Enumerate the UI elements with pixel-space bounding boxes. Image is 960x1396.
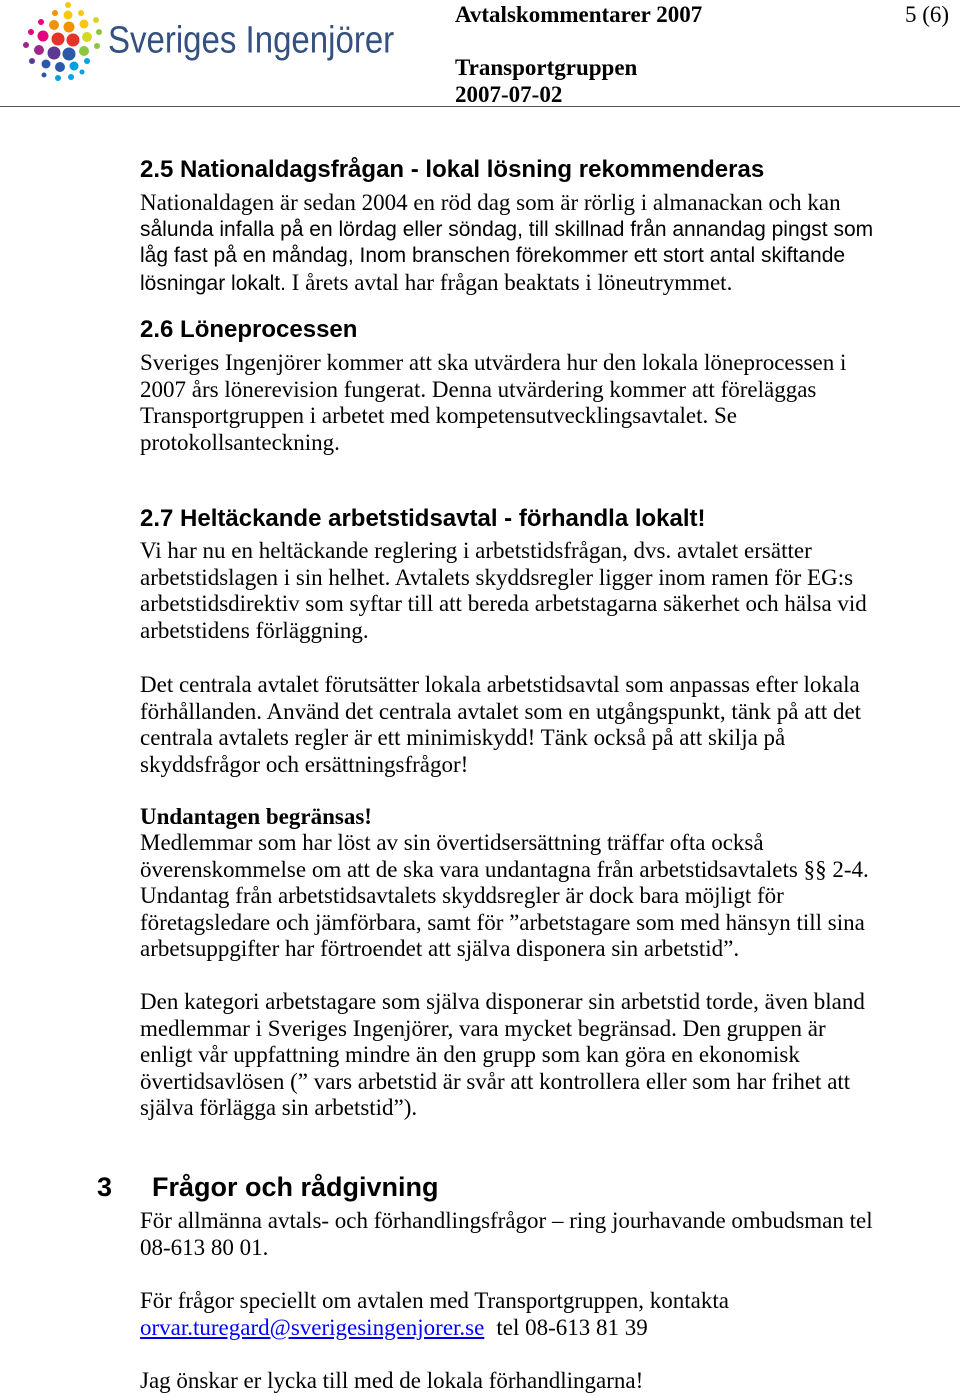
text-line: Undantag från arbetstidsavtalets skyddsregler är dock bara möjligt för xyxy=(140,883,784,908)
logo-dot xyxy=(38,31,49,42)
logo-dot xyxy=(34,45,44,55)
logo-dot xyxy=(23,42,29,48)
logo-dot xyxy=(55,62,65,72)
logo-dot xyxy=(64,22,75,33)
text-line: medlemmar i Sveriges Ingenjörer, vara mycket begränsad. Den gruppen är xyxy=(140,1015,826,1041)
logo-dot xyxy=(55,75,61,81)
section-heading-2-7: 2.7 Heltäckande arbetstidsavtal - förhandla lokalt! xyxy=(140,505,706,532)
paragraph-3-1 xyxy=(140,1208,873,1261)
logo-mark xyxy=(6,0,106,84)
paragraph-2-5 xyxy=(140,190,873,296)
text-line: sålunda infalla på en lördag eller söndag, till skillnad från annandag pingst som xyxy=(140,217,874,241)
section-heading-3: Frågor och rådgivning xyxy=(152,1172,439,1202)
page-number: 5 (6) xyxy=(905,2,950,27)
logo-dot xyxy=(84,58,90,64)
text-line: arbetsuppgifter har förtroendet att själva disponera sin arbetstid”. xyxy=(140,936,740,961)
section-number-3: 3 xyxy=(97,1172,113,1202)
paragraph-2-7-3 xyxy=(140,830,869,963)
logo-dot xyxy=(42,60,51,69)
text-line: 2007 års lönerevision fungerat. Denna utvärdering kommer att föreläggas xyxy=(140,376,817,402)
logo-dot xyxy=(42,73,47,78)
logo-dot xyxy=(68,74,74,80)
logo-dot xyxy=(52,33,65,46)
text-line: Den kategori arbetstagare som själva disponerar sin arbetstid torde, även bland xyxy=(140,989,865,1014)
closing-text: Jag önskar er lycka till med de lokala förhandlingarna! xyxy=(140,1368,644,1393)
logo-dot xyxy=(79,46,89,56)
logo-dot xyxy=(70,62,79,71)
text-line: Vi har nu en heltäckande reglering i arbetstidsfrågan, dvs. avtalet ersätter xyxy=(140,538,812,563)
logo-dot xyxy=(65,2,71,8)
group-name: Transportgruppen xyxy=(455,55,638,80)
logo-dot xyxy=(29,58,35,64)
logo-dot xyxy=(93,17,99,23)
logo-dot xyxy=(96,29,102,35)
phone-number: tel 08-613 81 39 xyxy=(496,1314,648,1340)
text-line: 08-613 80 01. xyxy=(140,1234,269,1260)
text-line: centrala avtalets regler är ett minimiskydd! Tänk också på att skilja på xyxy=(140,725,786,750)
text-line: protokollsanteckning. xyxy=(140,429,340,455)
logo-dot xyxy=(82,32,92,42)
document-title: Avtalskommentarer 2007 xyxy=(455,2,703,27)
logo-dot xyxy=(80,20,89,29)
text-line: skyddsfrågor och ersättningsfrågor! xyxy=(140,751,469,777)
paragraph-2-7-4 xyxy=(140,989,865,1122)
text-segment: I årets avtal har frågan beaktats i löneutrymmet. xyxy=(291,269,733,295)
logo-dot xyxy=(63,48,76,61)
text-line: övertidsavlösen (” vars arbetstid är svår att kontrollera eller som har frihet att xyxy=(140,1068,851,1094)
email-link[interactable]: orvar.turegard@sverigesingenjorer.se xyxy=(140,1314,485,1340)
text-line: Sveriges Ingenjörer kommer att ska utvärdera hur den lokala löneprocessen i xyxy=(140,350,847,375)
text-line: förhållanden. Använd det centrala avtalet som en utgångspunkt, tänk på att det xyxy=(140,698,862,724)
paragraph-2-7-1 xyxy=(140,538,867,644)
paragraph-2-7-2 xyxy=(140,672,861,778)
logo-dot xyxy=(64,11,73,20)
text-line: För allmänna avtals- och förhandlingsfrågor – ring jourhavande ombudsman tel xyxy=(140,1208,873,1233)
logo-dot xyxy=(94,43,100,49)
text-line: arbetstidslagen i sin helhet. Avtalets skyddsregler ligger inom ramen för EG:s xyxy=(140,564,854,590)
logo-dot xyxy=(38,19,44,25)
logo-dot xyxy=(67,34,80,47)
logo-dot xyxy=(48,47,61,60)
text-line: arbetstidens förläggning. xyxy=(140,617,369,643)
section-heading-2-5: 2.5 Nationaldagsfrågan - lokal lösning rekommenderas xyxy=(140,156,765,183)
text-line: själva förlägga sin arbetstid”). xyxy=(140,1095,418,1120)
paragraph-3-2 xyxy=(140,1288,729,1341)
text-line: arbetstidsdirektiv som syftar till att bereda arbetstagarna säkerhet och hälsa vid xyxy=(140,591,867,616)
document-date: 2007-07-02 xyxy=(455,82,563,107)
section-heading-2-6: 2.6 Löneprocessen xyxy=(140,316,358,343)
text-line: företagsledare och jämförbara, samt för ”arbetstagare som med hänsyn till sina xyxy=(140,909,865,935)
text-line: Medlemmar som har löst av sin övertidsersättning träffar ofta också xyxy=(140,830,764,855)
logo-wordmark: Sveriges Ingenjörer xyxy=(108,18,395,61)
text-line: överenskommelse om att de ska vara undantagna från arbetstidsavtalets §§ 2-4. xyxy=(140,856,869,882)
closing-paragraph xyxy=(140,1368,643,1395)
text-line: låg fast på en måndag, Inom branschen förekommer ett stort antal skiftande xyxy=(140,244,846,267)
logo-dot xyxy=(28,29,34,35)
paragraph-2-6 xyxy=(140,350,846,456)
header-divider xyxy=(0,106,960,107)
text-line: Nationaldagen är sedan 2004 en röd dag som är rörlig i almanackan och kan xyxy=(140,190,841,215)
contact-line xyxy=(140,1315,729,1342)
text-segment: lösningar lokalt. xyxy=(140,271,286,295)
subheading-text: Undantagen begränsas! xyxy=(140,804,372,829)
logo-dot xyxy=(49,20,59,30)
subheading-undantagen xyxy=(140,804,372,831)
text-line: Det centrala avtalet förutsätter lokala arbetstidsavtal som anpassas efter lokala xyxy=(140,672,860,697)
text-line: För frågor speciellt om avtalen med Transportgruppen, kontakta xyxy=(140,1288,729,1313)
logo-dot xyxy=(52,10,58,16)
logo-dot xyxy=(80,70,85,75)
text-line: Transportgruppen i arbetet med kompetensutvecklingsavtalet. Se xyxy=(140,403,738,428)
text-line xyxy=(140,270,873,297)
logo-dot xyxy=(78,10,84,16)
text-line: enligt vår uppfattning mindre än den grupp som kan göra en ekonomisk xyxy=(140,1042,800,1067)
